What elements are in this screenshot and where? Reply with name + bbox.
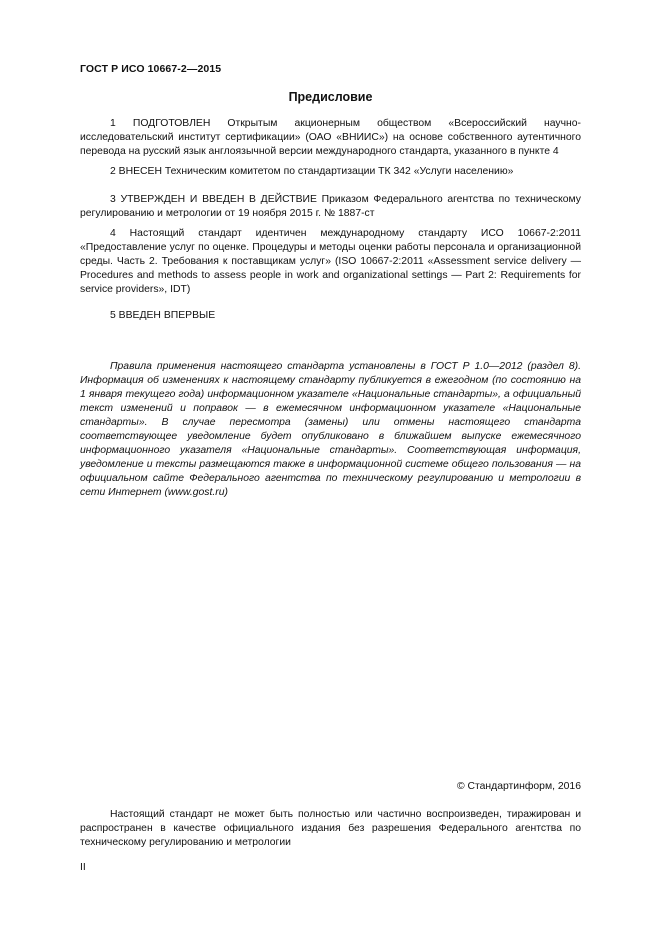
page-title: Предисловие	[288, 90, 373, 104]
paragraph-first-introduced: 5 ВВЕДЕН ВПЕРВЫЕ	[110, 310, 216, 321]
document-code: ГОСТ Р ИСО 10667-2—2015	[80, 63, 222, 75]
paragraph-identical: 4 Настоящий стандарт идентичен международному стандарту ИСО 10667-2:2011 «Предоставление услуг по оценке. Процедуры и методы оценки работы персонала и организационной среды. Часть 2. Требования к поставщикам услуг» (ISO 10667-2:2011 «Assessment service delivery — Procedures and methods to assess people in work and organizational settings — Part 2: Requirements for service providers», IDT)	[80, 228, 581, 295]
paragraph-introduced: 2 ВНЕСЕН Техническим комитетом по стандартизации ТК 342 «Услуги населению»	[110, 166, 514, 177]
page-number: II	[80, 862, 86, 873]
reproduction-notice: Настоящий стандарт не может быть полностью или частично воспроизведен, тиражирован и распространен в качестве официального издания без разрешения Федерального агентства по техническому регулированию и метрологии	[80, 809, 581, 848]
paragraph-approved: 3 УТВЕРЖДЕН И ВВЕДЕН В ДЕЙСТВИЕ Приказом Федерального агентства по техническому регулированию и метрологии от 19 ноября 2015 г. № 1887-ст	[80, 194, 581, 219]
rules-of-application: Правила применения настоящего стандарта установлены в ГОСТ Р 1.0—2012 (раздел 8). Информация об изменениях к настоящему стандарту публикуется в ежегодном (по состоянию на 1 января текущего года) информационном указателе «Национальные стандарты», а официальный текст изменений и поправок — в ежемесячном информационном указателе «Национальные стандарты». В случае пересмотра (замены) или отмены настоящего стандарта соответствующее уведомление будет опубликовано в ближайшем выпуске ежемесячного информационного указателя «Национальные стандарты». Соответствующая информация, уведомление и тексты размещаются также в информационной системе общего пользования — на официальном сайте Федерального агентства по техническому регулированию и метрологии в сети Интернет (www.gost.ru)	[80, 361, 581, 498]
paragraph-prepared: 1 ПОДГОТОВЛЕН Открытым акционерным обществом «Всероссийский научно-исследовательский институт сертификации» (ОАО «ВНИИС») на основе собственного аутентичного перевода на русский язык англоязычной версии международного стандарта, указанного в пункте 4	[80, 118, 581, 157]
copyright-line: © Стандартинформ, 2016	[456, 781, 581, 792]
